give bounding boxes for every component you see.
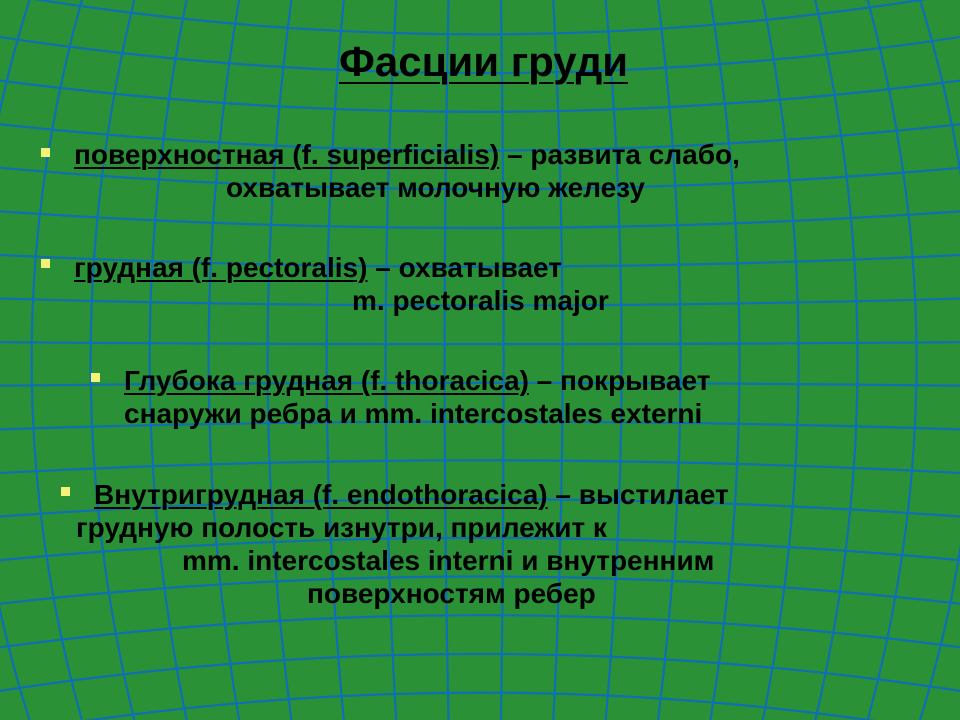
list-item-superficialis — [74, 138, 740, 204]
item-line — [76, 511, 729, 544]
item-text: грудную полость изнутри, прилежит к — [76, 512, 607, 543]
bullet-marker — [61, 487, 70, 496]
item-line — [74, 251, 609, 284]
slide-title: Фасции груди — [339, 38, 629, 85]
item-term: Внутригрудная (f. endothoracica) — [94, 479, 548, 510]
item-term: грудная (f. pectoralis) — [74, 252, 368, 283]
item-line — [94, 478, 729, 511]
bullet-marker — [41, 259, 50, 268]
item-text: охватывает молочную железу — [226, 172, 645, 203]
item-line — [124, 364, 710, 397]
list-item-pectoralis — [74, 251, 609, 317]
item-term: Глубока грудная (f. thoracica) — [124, 365, 529, 396]
item-text: – охватывает — [367, 252, 562, 283]
item-text: m. pectoralis major — [352, 285, 609, 316]
list-item-thoracica — [124, 364, 710, 430]
bullet-marker — [91, 373, 100, 382]
item-line — [352, 284, 609, 317]
item-text: – выстилает — [547, 479, 729, 510]
item-text: – покрывает — [528, 365, 711, 396]
list-item-endothoracica — [76, 478, 729, 610]
item-line — [74, 138, 740, 171]
item-line — [124, 397, 710, 430]
item-text: – развита слабо, — [499, 139, 740, 170]
item-line — [226, 171, 740, 204]
item-term: поверхностная (f. superficialis) — [74, 139, 500, 170]
item-text: поверхностям ребер — [307, 578, 596, 609]
item-text: mm. intercostales interni и внутренним — [182, 545, 715, 576]
bullet-marker — [41, 148, 50, 157]
item-text: снаружи ребра и mm. intercostales externi — [124, 398, 703, 429]
item-line — [182, 544, 729, 577]
item-line — [307, 577, 729, 610]
